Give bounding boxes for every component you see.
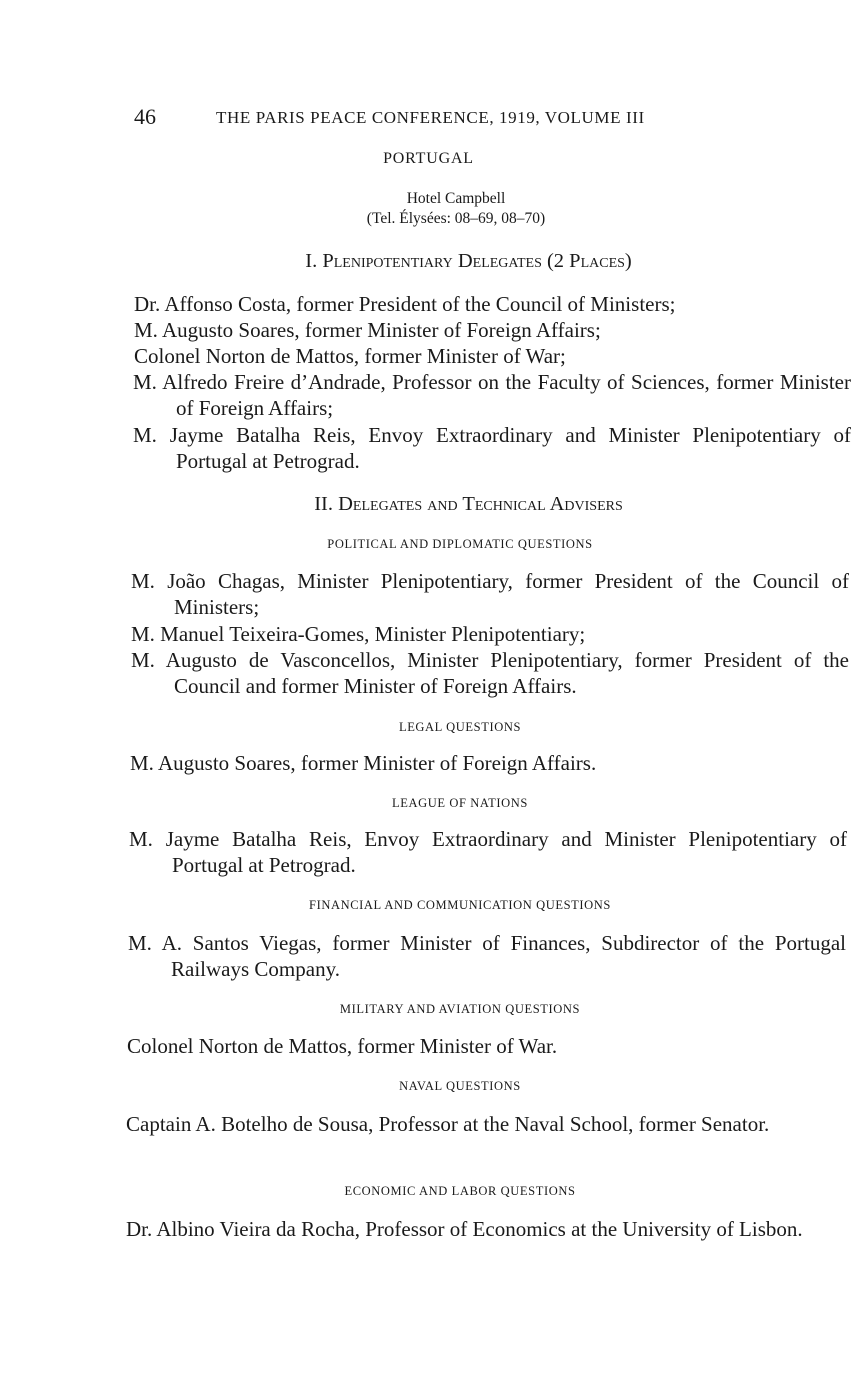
- delegate-entry: M. A. Santos Viegas, former Minister of Finances, Subdirector of the Portugal Railways Company.: [128, 931, 846, 981]
- hotel-telephone: (Tel. Élysées: 08–69, 08–70): [366, 210, 546, 227]
- delegate-entry: M. Alfredo Freire d’Andrade, Professor on the Faculty of Sciences, former Minister of Foreign Affairs;: [133, 370, 851, 420]
- section-heading-plenipotentiary: I. Plenipotentiary Delegates (2 Places): [305, 250, 632, 272]
- country-heading: PORTUGAL: [383, 150, 474, 167]
- delegate-entry: Captain A. Botelho de Sousa, Professor at the Naval School, former Senator.: [126, 1112, 770, 1136]
- delegate-entry: M. João Chagas, Minister Plenipotentiary, former President of the Council of Ministers;: [131, 569, 849, 619]
- subsection-legal: LEGAL QUESTIONS: [398, 720, 522, 734]
- subsection-economic-labor: ECONOMIC AND LABOR QUESTIONS: [344, 1184, 576, 1198]
- running-header: THE PARIS PEACE CONFERENCE, 1919, VOLUME III: [216, 108, 645, 127]
- subsection-political-diplomatic: POLITICAL AND DIPLOMATIC QUESTIONS: [327, 537, 593, 551]
- delegate-entry: M. Augusto Soares, former Minister of Foreign Affairs;: [134, 318, 601, 342]
- delegate-entry: M. Jayme Batalha Reis, Envoy Extraordinary and Minister Plenipotentiary of Portugal at Petrograd.: [133, 423, 851, 473]
- delegate-entry: Dr. Affonso Costa, former President of the Council of Ministers;: [134, 292, 676, 316]
- delegate-entry: Colonel Norton de Mattos, former Minister of War.: [127, 1034, 558, 1058]
- delegate-entry: Dr. Albino Vieira da Rocha, Professor of Economics at the University of Lisbon.: [126, 1217, 803, 1241]
- page-number: 46: [134, 104, 156, 129]
- subsection-naval: NAVAL QUESTIONS: [399, 1079, 521, 1093]
- delegate-entry: M. Augusto Soares, former Minister of Foreign Affairs.: [130, 751, 597, 775]
- subsection-league-of-nations: LEAGUE OF NATIONS: [392, 796, 528, 810]
- section-heading-delegates-advisers: II. Delegates and Technical Advisers: [314, 493, 623, 515]
- hotel-name: Hotel Campbell: [406, 190, 506, 207]
- delegate-entry: M. Jayme Batalha Reis, Envoy Extraordinary and Minister Plenipotentiary of Portugal at Petrograd.: [129, 827, 847, 877]
- subsection-military-aviation: MILITARY AND AVIATION QUESTIONS: [339, 1002, 581, 1016]
- delegate-entry: Colonel Norton de Mattos, former Minister of War;: [134, 344, 566, 368]
- subsection-financial-communication: FINANCIAL AND COMMUNICATION QUESTIONS: [309, 898, 611, 912]
- delegate-entry: M. Augusto de Vasconcellos, Minister Plenipotentiary, former President of the Council and former Minister of Foreign Affairs.: [131, 648, 849, 698]
- delegate-entry: M. Manuel Teixeira-Gomes, Minister Plenipotentiary;: [131, 622, 586, 646]
